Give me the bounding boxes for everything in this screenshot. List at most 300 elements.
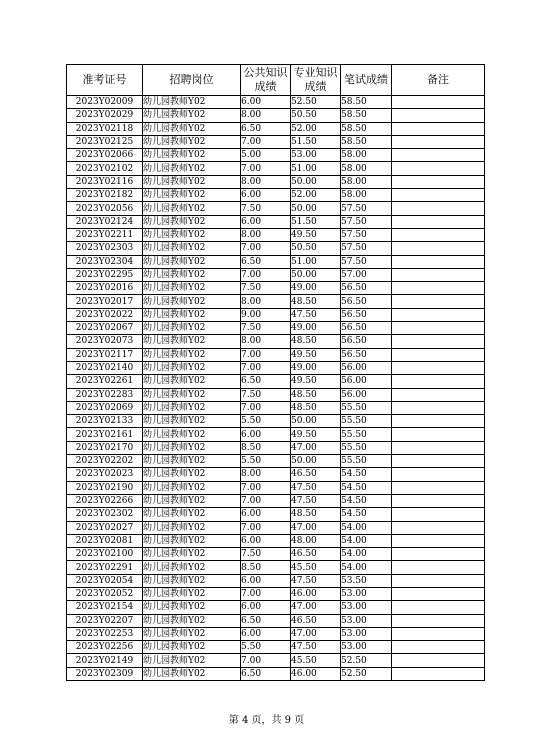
cell-position: 幼儿园教师Y02: [143, 175, 241, 188]
header-position: 招聘岗位: [143, 65, 241, 96]
cell-written-score: 54.50: [341, 481, 392, 494]
cell-exam-id: 2023Y02054: [67, 574, 143, 587]
cell-position: 幼儿园教师Y02: [143, 96, 241, 109]
cell-written-score: 55.50: [341, 428, 392, 441]
cell-public-knowledge: 7.50: [241, 202, 291, 215]
cell-professional-knowledge: 49.00: [291, 361, 341, 374]
table-row: [67, 295, 485, 308]
cell-professional-knowledge: 49.00: [291, 282, 341, 295]
cell-professional-knowledge: 50.00: [291, 415, 341, 428]
cell-written-score: 57.50: [341, 242, 392, 255]
cell-position: 幼儿园教师Y02: [143, 228, 241, 241]
header-public-knowledge: 公共知识成绩: [241, 65, 291, 96]
cell-written-score: 53.00: [341, 587, 392, 600]
cell-public-knowledge: 6.00: [241, 534, 291, 547]
cell-remarks: [392, 521, 485, 534]
cell-professional-knowledge: 47.50: [291, 308, 341, 321]
cell-remarks: [392, 534, 485, 547]
cell-professional-knowledge: 50.50: [291, 242, 341, 255]
cell-written-score: 55.50: [341, 455, 392, 468]
cell-written-score: 57.50: [341, 255, 392, 268]
cell-position: 幼儿园教师Y02: [143, 508, 241, 521]
cell-exam-id: 2023Y02253: [67, 627, 143, 640]
cell-written-score: 55.50: [341, 415, 392, 428]
cell-position: 幼儿园教师Y02: [143, 548, 241, 561]
cell-exam-id: 2023Y02067: [67, 322, 143, 335]
table-row: [67, 574, 485, 587]
cell-written-score: 57.00: [341, 268, 392, 281]
table-row: [67, 627, 485, 640]
cell-exam-id: 2023Y02202: [67, 455, 143, 468]
cell-public-knowledge: 7.50: [241, 548, 291, 561]
cell-exam-id: 2023Y02304: [67, 255, 143, 268]
cell-professional-knowledge: 53.00: [291, 149, 341, 162]
cell-public-knowledge: 6.50: [241, 122, 291, 135]
cell-written-score: 54.50: [341, 508, 392, 521]
cell-exam-id: 2023Y02073: [67, 335, 143, 348]
cell-professional-knowledge: 51.00: [291, 162, 341, 175]
cell-public-knowledge: 8.00: [241, 228, 291, 241]
cell-professional-knowledge: 50.50: [291, 109, 341, 122]
cell-position: 幼儿园教师Y02: [143, 242, 241, 255]
cell-remarks: [392, 508, 485, 521]
cell-written-score: 57.50: [341, 215, 392, 228]
cell-exam-id: 2023Y02069: [67, 401, 143, 414]
cell-remarks: [392, 388, 485, 401]
cell-exam-id: 2023Y02023: [67, 468, 143, 481]
cell-remarks: [392, 308, 485, 321]
cell-remarks: [392, 242, 485, 255]
cell-public-knowledge: 8.00: [241, 175, 291, 188]
cell-professional-knowledge: 52.00: [291, 189, 341, 202]
cell-remarks: [392, 654, 485, 667]
cell-public-knowledge: 7.00: [241, 135, 291, 148]
cell-written-score: 58.00: [341, 149, 392, 162]
cell-professional-knowledge: 48.50: [291, 401, 341, 414]
cell-remarks: [392, 348, 485, 361]
cell-position: 幼儿园教师Y02: [143, 494, 241, 507]
cell-written-score: 57.50: [341, 228, 392, 241]
cell-public-knowledge: 6.00: [241, 428, 291, 441]
cell-public-knowledge: 7.00: [241, 494, 291, 507]
cell-professional-knowledge: 47.00: [291, 521, 341, 534]
cell-written-score: 58.50: [341, 135, 392, 148]
table-row: [67, 96, 485, 109]
cell-position: 幼儿园教师Y02: [143, 614, 241, 627]
cell-remarks: [392, 215, 485, 228]
cell-exam-id: 2023Y02124: [67, 215, 143, 228]
cell-public-knowledge: 7.00: [241, 521, 291, 534]
cell-professional-knowledge: 45.50: [291, 561, 341, 574]
cell-public-knowledge: 8.00: [241, 109, 291, 122]
cell-remarks: [392, 149, 485, 162]
cell-remarks: [392, 228, 485, 241]
cell-written-score: 53.50: [341, 574, 392, 587]
cell-professional-knowledge: 47.50: [291, 494, 341, 507]
cell-remarks: [392, 561, 485, 574]
cell-professional-knowledge: 51.50: [291, 215, 341, 228]
cell-public-knowledge: 7.00: [241, 348, 291, 361]
cell-remarks: [392, 375, 485, 388]
table-row: [67, 548, 485, 561]
cell-position: 幼儿园教师Y02: [143, 654, 241, 667]
cell-position: 幼儿园教师Y02: [143, 322, 241, 335]
cell-written-score: 58.50: [341, 109, 392, 122]
cell-remarks: [392, 401, 485, 414]
cell-public-knowledge: 6.00: [241, 508, 291, 521]
cell-exam-id: 2023Y02303: [67, 242, 143, 255]
cell-professional-knowledge: 47.50: [291, 641, 341, 654]
cell-public-knowledge: 6.00: [241, 574, 291, 587]
cell-written-score: 54.50: [341, 468, 392, 481]
page-number: 第 4 页，共 9 页: [228, 715, 305, 726]
cell-remarks: [392, 162, 485, 175]
cell-written-score: 56.00: [341, 361, 392, 374]
cell-public-knowledge: 7.00: [241, 361, 291, 374]
table-row: [67, 335, 485, 348]
cell-written-score: 56.50: [341, 282, 392, 295]
cell-position: 幼儿园教师Y02: [143, 521, 241, 534]
cell-remarks: [392, 481, 485, 494]
cell-written-score: 54.50: [341, 494, 392, 507]
table-row: [67, 561, 485, 574]
cell-written-score: 58.50: [341, 122, 392, 135]
cell-professional-knowledge: 50.00: [291, 175, 341, 188]
cell-position: 幼儿园教师Y02: [143, 455, 241, 468]
cell-public-knowledge: 6.50: [241, 255, 291, 268]
cell-position: 幼儿园教师Y02: [143, 574, 241, 587]
cell-position: 幼儿园教师Y02: [143, 428, 241, 441]
cell-public-knowledge: 6.00: [241, 627, 291, 640]
cell-public-knowledge: 6.00: [241, 601, 291, 614]
cell-public-knowledge: 7.00: [241, 654, 291, 667]
cell-exam-id: 2023Y02190: [67, 481, 143, 494]
cell-professional-knowledge: 47.00: [291, 627, 341, 640]
cell-position: 幼儿园教师Y02: [143, 215, 241, 228]
cell-written-score: 54.00: [341, 561, 392, 574]
cell-written-score: 54.00: [341, 534, 392, 547]
table-row: [67, 322, 485, 335]
table-row: [67, 202, 485, 215]
table-row: [67, 388, 485, 401]
cell-position: 幼儿园教师Y02: [143, 481, 241, 494]
cell-remarks: [392, 282, 485, 295]
cell-position: 幼儿园教师Y02: [143, 295, 241, 308]
cell-exam-id: 2023Y02261: [67, 375, 143, 388]
cell-public-knowledge: 7.50: [241, 388, 291, 401]
cell-public-knowledge: 5.50: [241, 415, 291, 428]
cell-professional-knowledge: 51.00: [291, 255, 341, 268]
cell-position: 幼儿园教师Y02: [143, 135, 241, 148]
cell-exam-id: 2023Y02102: [67, 162, 143, 175]
cell-exam-id: 2023Y02125: [67, 135, 143, 148]
table-row: [67, 255, 485, 268]
cell-remarks: [392, 614, 485, 627]
table-row: [67, 441, 485, 454]
cell-exam-id: 2023Y02117: [67, 348, 143, 361]
cell-professional-knowledge: 48.50: [291, 508, 341, 521]
cell-professional-knowledge: 52.00: [291, 122, 341, 135]
table-row: [67, 135, 485, 148]
table-row: [67, 215, 485, 228]
cell-exam-id: 2023Y02207: [67, 614, 143, 627]
cell-position: 幼儿园教师Y02: [143, 122, 241, 135]
cell-professional-knowledge: 49.00: [291, 322, 341, 335]
cell-public-knowledge: 7.00: [241, 401, 291, 414]
cell-exam-id: 2023Y02027: [67, 521, 143, 534]
cell-exam-id: 2023Y02291: [67, 561, 143, 574]
cell-position: 幼儿园教师Y02: [143, 282, 241, 295]
table-row: [67, 521, 485, 534]
cell-exam-id: 2023Y02052: [67, 587, 143, 600]
cell-public-knowledge: 8.50: [241, 561, 291, 574]
cell-public-knowledge: 8.00: [241, 335, 291, 348]
cell-public-knowledge: 5.50: [241, 455, 291, 468]
table-row: [67, 641, 485, 654]
table-row: [67, 494, 485, 507]
cell-public-knowledge: 6.00: [241, 96, 291, 109]
table-row: [67, 282, 485, 295]
cell-position: 幼儿园教师Y02: [143, 468, 241, 481]
table-row: [67, 228, 485, 241]
cell-exam-id: 2023Y02081: [67, 534, 143, 547]
cell-position: 幼儿园教师Y02: [143, 109, 241, 122]
cell-written-score: 56.00: [341, 388, 392, 401]
cell-written-score: 56.50: [341, 348, 392, 361]
cell-position: 幼儿园教师Y02: [143, 534, 241, 547]
cell-remarks: [392, 361, 485, 374]
cell-written-score: 54.00: [341, 548, 392, 561]
cell-remarks: [392, 494, 485, 507]
table-row: [67, 375, 485, 388]
cell-public-knowledge: 8.00: [241, 295, 291, 308]
cell-professional-knowledge: 49.50: [291, 348, 341, 361]
table-row: [67, 149, 485, 162]
cell-public-knowledge: 7.00: [241, 242, 291, 255]
cell-position: 幼儿园教师Y02: [143, 149, 241, 162]
cell-remarks: [392, 96, 485, 109]
cell-written-score: 53.00: [341, 614, 392, 627]
cell-public-knowledge: 7.00: [241, 481, 291, 494]
cell-professional-knowledge: 46.00: [291, 587, 341, 600]
cell-position: 幼儿园教师Y02: [143, 202, 241, 215]
cell-remarks: [392, 109, 485, 122]
cell-exam-id: 2023Y02154: [67, 601, 143, 614]
cell-position: 幼儿园教师Y02: [143, 335, 241, 348]
cell-remarks: [392, 455, 485, 468]
cell-position: 幼儿园教师Y02: [143, 601, 241, 614]
cell-written-score: 56.50: [341, 308, 392, 321]
cell-written-score: 53.00: [341, 641, 392, 654]
cell-remarks: [392, 175, 485, 188]
cell-exam-id: 2023Y02170: [67, 441, 143, 454]
cell-position: 幼儿园教师Y02: [143, 162, 241, 175]
cell-professional-knowledge: 50.00: [291, 202, 341, 215]
cell-professional-knowledge: 47.50: [291, 481, 341, 494]
cell-public-knowledge: 5.00: [241, 149, 291, 162]
cell-exam-id: 2023Y02140: [67, 361, 143, 374]
cell-public-knowledge: 6.50: [241, 375, 291, 388]
header-written-score: 笔试成绩: [341, 65, 392, 96]
cell-exam-id: 2023Y02017: [67, 295, 143, 308]
cell-remarks: [392, 415, 485, 428]
cell-remarks: [392, 268, 485, 281]
cell-professional-knowledge: 49.50: [291, 428, 341, 441]
table-row: [67, 348, 485, 361]
header-remarks: 备注: [392, 65, 485, 96]
table-row: [67, 587, 485, 600]
cell-public-knowledge: 6.00: [241, 189, 291, 202]
cell-written-score: 55.50: [341, 401, 392, 414]
cell-exam-id: 2023Y02295: [67, 268, 143, 281]
cell-exam-id: 2023Y02309: [67, 667, 143, 680]
cell-remarks: [392, 202, 485, 215]
cell-professional-knowledge: 49.50: [291, 228, 341, 241]
cell-professional-knowledge: 48.50: [291, 388, 341, 401]
cell-public-knowledge: 7.50: [241, 282, 291, 295]
cell-remarks: [392, 641, 485, 654]
cell-professional-knowledge: 48.00: [291, 534, 341, 547]
cell-exam-id: 2023Y02302: [67, 508, 143, 521]
cell-public-knowledge: 5.50: [241, 641, 291, 654]
cell-public-knowledge: 7.00: [241, 162, 291, 175]
cell-professional-knowledge: 49.50: [291, 375, 341, 388]
cell-professional-knowledge: 47.00: [291, 601, 341, 614]
cell-written-score: 58.00: [341, 175, 392, 188]
cell-exam-id: 2023Y02066: [67, 149, 143, 162]
cell-public-knowledge: 6.50: [241, 667, 291, 680]
table-row: [67, 667, 485, 680]
cell-remarks: [392, 335, 485, 348]
cell-position: 幼儿园教师Y02: [143, 667, 241, 680]
table-row: [67, 122, 485, 135]
cell-position: 幼儿园教师Y02: [143, 415, 241, 428]
cell-professional-knowledge: 47.50: [291, 574, 341, 587]
table-row: [67, 109, 485, 122]
cell-exam-id: 2023Y02009: [67, 96, 143, 109]
cell-public-knowledge: 7.50: [241, 322, 291, 335]
cell-remarks: [392, 122, 485, 135]
cell-written-score: 56.50: [341, 322, 392, 335]
cell-remarks: [392, 667, 485, 680]
header-row: [67, 65, 485, 96]
table-row: [67, 455, 485, 468]
cell-exam-id: 2023Y02016: [67, 282, 143, 295]
cell-professional-knowledge: 46.50: [291, 548, 341, 561]
header-professional-knowledge: 专业知识成绩: [291, 65, 341, 96]
cell-public-knowledge: 6.00: [241, 215, 291, 228]
cell-written-score: 56.50: [341, 295, 392, 308]
cell-position: 幼儿园教师Y02: [143, 348, 241, 361]
cell-remarks: [392, 601, 485, 614]
cell-public-knowledge: 6.50: [241, 614, 291, 627]
table-row: [67, 175, 485, 188]
cell-remarks: [392, 322, 485, 335]
cell-professional-knowledge: 46.50: [291, 614, 341, 627]
cell-written-score: 57.50: [341, 202, 392, 215]
cell-position: 幼儿园教师Y02: [143, 401, 241, 414]
table-row: [67, 468, 485, 481]
cell-professional-knowledge: 46.00: [291, 667, 341, 680]
table-row: [67, 428, 485, 441]
cell-remarks: [392, 428, 485, 441]
cell-exam-id: 2023Y02029: [67, 109, 143, 122]
table-row: [67, 361, 485, 374]
cell-remarks: [392, 574, 485, 587]
cell-public-knowledge: 8.00: [241, 468, 291, 481]
cell-remarks: [392, 189, 485, 202]
cell-exam-id: 2023Y02056: [67, 202, 143, 215]
cell-public-knowledge: 9.00: [241, 308, 291, 321]
cell-written-score: 58.00: [341, 189, 392, 202]
cell-written-score: 52.50: [341, 667, 392, 680]
cell-exam-id: 2023Y02283: [67, 388, 143, 401]
cell-remarks: [392, 295, 485, 308]
table-row: [67, 401, 485, 414]
cell-exam-id: 2023Y02161: [67, 428, 143, 441]
cell-position: 幼儿园教师Y02: [143, 189, 241, 202]
cell-exam-id: 2023Y02256: [67, 641, 143, 654]
cell-position: 幼儿园教师Y02: [143, 375, 241, 388]
cell-written-score: 52.50: [341, 654, 392, 667]
cell-remarks: [392, 255, 485, 268]
cell-exam-id: 2023Y02149: [67, 654, 143, 667]
cell-remarks: [392, 627, 485, 640]
cell-professional-knowledge: 48.50: [291, 335, 341, 348]
table-row: [67, 162, 485, 175]
table-row: [67, 508, 485, 521]
cell-public-knowledge: 7.00: [241, 587, 291, 600]
cell-public-knowledge: 8.50: [241, 441, 291, 454]
cell-exam-id: 2023Y02266: [67, 494, 143, 507]
table-row: [67, 189, 485, 202]
cell-position: 幼儿园教师Y02: [143, 361, 241, 374]
score-table: [66, 64, 485, 681]
table-row: [67, 415, 485, 428]
cell-professional-knowledge: 48.50: [291, 295, 341, 308]
cell-remarks: [392, 441, 485, 454]
cell-position: 幼儿园教师Y02: [143, 268, 241, 281]
table-row: [67, 308, 485, 321]
cell-public-knowledge: 7.00: [241, 268, 291, 281]
cell-position: 幼儿园教师Y02: [143, 441, 241, 454]
table-row: [67, 534, 485, 547]
cell-exam-id: 2023Y02022: [67, 308, 143, 321]
cell-exam-id: 2023Y02211: [67, 228, 143, 241]
table-row: [67, 614, 485, 627]
cell-professional-knowledge: 45.50: [291, 654, 341, 667]
cell-position: 幼儿园教师Y02: [143, 308, 241, 321]
cell-remarks: [392, 587, 485, 600]
cell-professional-knowledge: 46.50: [291, 468, 341, 481]
cell-written-score: 55.50: [341, 441, 392, 454]
cell-position: 幼儿园教师Y02: [143, 627, 241, 640]
cell-written-score: 54.00: [341, 521, 392, 534]
cell-exam-id: 2023Y02100: [67, 548, 143, 561]
table-row: [67, 268, 485, 281]
cell-position: 幼儿园教师Y02: [143, 255, 241, 268]
table-body: [67, 96, 485, 681]
cell-exam-id: 2023Y02116: [67, 175, 143, 188]
cell-written-score: 53.00: [341, 601, 392, 614]
cell-professional-knowledge: 50.00: [291, 268, 341, 281]
cell-position: 幼儿园教师Y02: [143, 641, 241, 654]
cell-professional-knowledge: 50.00: [291, 455, 341, 468]
cell-written-score: 53.00: [341, 627, 392, 640]
cell-position: 幼儿园教师Y02: [143, 561, 241, 574]
table-row: [67, 601, 485, 614]
table-row: [67, 481, 485, 494]
